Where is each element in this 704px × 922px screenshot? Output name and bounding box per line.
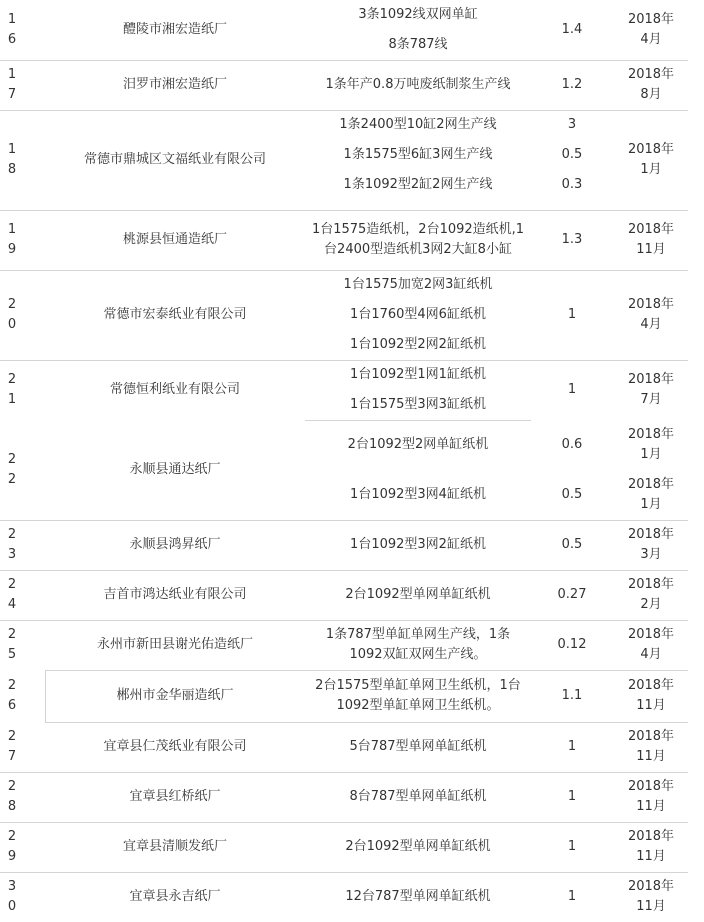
approval-date [613,520,689,570]
row-number-digits [8,370,16,410]
row-number-digit: 9 [7,849,17,864]
capacity-value [531,110,613,140]
row-number-digits [8,727,16,767]
date-part: 2018年 [627,297,675,312]
date-part: 2018年 [627,427,675,442]
machine-line [305,470,531,520]
capacity-value [531,470,613,520]
company-name [45,210,305,270]
machine-line [305,520,531,570]
capacity-text: 3 [567,117,577,132]
company-name [45,360,305,420]
date-part: 2018年 [627,627,675,642]
capacity-text: 1 [567,789,577,804]
row-number-digit: 6 [7,32,17,47]
approval-date [613,620,689,670]
date-part: 7月 [640,392,662,407]
date-part: 4月 [640,32,662,47]
company-name [45,520,305,570]
capacity-text: 1.1 [561,688,583,703]
capacity-text: 0.5 [561,537,583,552]
capacity-value [531,420,613,470]
approval-date [613,772,689,822]
row-divider [0,620,688,621]
date-part: 11月 [636,242,666,257]
row-number-digit: 7 [7,749,17,764]
approval-date [613,0,689,60]
company-name [45,772,305,822]
machine-text: 1条1092型2缸2网生产线 [343,177,493,192]
capacity-value [531,772,613,822]
capacity-text: 1 [567,839,577,854]
date-part: 1月 [640,447,662,462]
date-part: 11月 [636,698,666,713]
capacity-value [531,620,613,670]
date-part: 11月 [636,749,666,764]
row-divider [0,872,688,873]
machine-line [305,140,531,170]
date-part: 2018年 [627,829,675,844]
machine-text: 1条年产0.8万吨废纸制浆生产线 [325,77,511,92]
date-part: 3月 [640,547,662,562]
capacity-text: 0.5 [561,147,583,162]
company-label: 常德市鼎城区文福纸业有限公司 [83,152,266,167]
machine-line [305,670,531,722]
machine-text: 1条2400型10缸2网生产线 [339,117,497,132]
row-number-digit: 2 [7,577,17,592]
row-divider [45,670,688,671]
capacity-value [531,670,613,722]
company-name [45,822,305,872]
date-part: 1月 [640,497,662,512]
row-divider [0,110,688,111]
approval-date [613,360,689,420]
row-number [1,520,23,570]
row-divider [0,520,688,521]
date-part: 2018年 [627,678,675,693]
company-name [45,570,305,620]
capacity-value [531,822,613,872]
machine-text: 2台1575型单缸单网卫生纸机，1台1092型单缸单网卫生纸机。 [315,678,521,713]
capacity-value [531,170,613,200]
approval-date [613,722,689,772]
company-label: 汨罗市湘宏造纸厂 [122,77,227,92]
approval-date [613,670,689,722]
row-divider [0,570,688,571]
row-number [1,360,23,420]
capacity-value [531,722,613,772]
row-number-digit: 7 [7,87,17,102]
machine-text: 8条787线 [388,37,448,52]
capacity-value [531,570,613,620]
date-part: 8月 [640,87,662,102]
row-number-digit: 6 [7,698,17,713]
capacity-text: 1.3 [561,232,583,247]
date-part: 2018年 [627,879,675,894]
row-divider [305,420,531,421]
date-part: 1月 [640,162,662,177]
row-number [1,620,23,670]
machine-line [305,300,531,330]
company-name [45,620,305,670]
company-name [45,420,305,520]
company-label: 宜章县仁茂纸业有限公司 [103,739,247,754]
row-divider [0,360,688,361]
cell-border [45,670,46,722]
row-divider [0,60,688,61]
row-number [1,772,23,822]
row-number-digit: 1 [7,12,17,27]
row-number-digit: 0 [7,899,17,914]
row-number-digit: 1 [7,142,17,157]
date-part: 2018年 [627,477,675,492]
company-name [45,60,305,110]
row-number-digit: 4 [7,597,17,612]
machine-line [305,822,531,872]
approval-date [613,470,689,520]
row-divider [0,270,688,271]
date-part: 11月 [636,849,666,864]
row-number-digit: 0 [7,317,17,332]
date-part: 2018年 [627,372,675,387]
row-number-digits [8,220,16,260]
company-label: 宜章县红桥纸厂 [129,789,221,804]
row-number [1,822,23,872]
capacity-text: 0.27 [557,587,587,602]
row-number-digits [8,450,16,490]
row-number-digit: 2 [7,829,17,844]
date-part: 2018年 [627,779,675,794]
row-number [1,60,23,110]
machine-line [305,170,531,200]
row-number-digits [8,525,16,565]
company-label: 永顺县鸿昇纸厂 [129,537,221,552]
machine-line [305,570,531,620]
date-part: 11月 [636,899,666,914]
row-number-digit: 8 [7,162,17,177]
company-label: 常德市宏泰纸业有限公司 [103,307,247,322]
machine-text: 1台1092型3网4缸纸机 [350,487,486,502]
date-part: 2月 [640,597,662,612]
machine-line [305,110,531,140]
date-part: 2018年 [627,67,675,82]
machine-line [305,772,531,822]
machine-text: 1条787型单缸单网生产线，1条1092双缸双网生产线。 [325,627,511,662]
row-number-digit: 1 [7,67,17,82]
machine-text: 1台1575加宽2网3缸纸机 [343,277,493,292]
row-number-digit: 2 [7,678,17,693]
company-name [45,670,305,722]
machine-line [305,722,531,772]
company-label: 桃源县恒通造纸厂 [122,232,227,247]
company-name [45,0,305,60]
machine-text: 8台787型单网单缸纸机 [349,789,487,804]
company-label: 常德恒利纸业有限公司 [109,382,240,397]
row-number-digit: 2 [7,472,17,487]
row-number [1,670,23,722]
machine-text: 2台1092型单网单缸纸机 [345,587,491,602]
row-number-digit: 3 [7,547,17,562]
machine-text: 12台787型单网单缸纸机 [345,889,491,904]
row-number-digit: 5 [7,647,17,662]
machine-line [305,30,531,60]
capacity-text: 1 [567,307,577,322]
machine-text: 5台787型单网单缸纸机 [349,739,487,754]
company-name [45,722,305,772]
row-divider [0,772,688,773]
machine-line [305,360,531,390]
approval-date [613,420,689,470]
row-number-digits [8,10,16,50]
date-part: 4月 [640,317,662,332]
company-label: 醴陵市湘宏造纸厂 [122,22,227,37]
machine-text: 1台1092型3网2缸纸机 [350,537,486,552]
company-name [45,110,305,210]
date-part: 2018年 [627,222,675,237]
row-number-digit: 1 [7,222,17,237]
machine-text: 3条1092线双网单缸 [358,7,478,22]
row-number-digits [8,777,16,817]
capacity-value [531,270,613,360]
row-number-digit: 2 [7,372,17,387]
capacity-text: 1 [567,739,577,754]
approval-date [613,210,689,270]
row-number-digit: 1 [7,392,17,407]
date-part: 2018年 [627,577,675,592]
date-part: 4月 [640,647,662,662]
capacity-text: 1.4 [561,22,583,37]
capacity-text: 0.12 [557,637,587,652]
row-divider [0,210,688,211]
date-part: 2018年 [627,729,675,744]
machine-text: 1条1575型6缸3网生产线 [343,147,493,162]
row-divider [0,822,688,823]
row-number-digits [8,65,16,105]
machine-text: 1台1575型3网3缸纸机 [350,397,486,412]
machine-text: 1台1092型2网2缸纸机 [350,337,486,352]
machine-line [305,420,531,470]
capacity-text: 0.3 [561,177,583,192]
row-number [1,722,23,772]
company-label: 永州市新田县谢光佑造纸厂 [96,637,253,652]
approval-date [613,270,689,360]
row-number [1,110,23,210]
date-part: 2018年 [627,142,675,157]
approval-date [613,570,689,620]
row-number [1,420,23,520]
machine-text: 2台1092型单网单缸纸机 [345,839,491,854]
date-part: 2018年 [627,12,675,27]
machine-line [305,872,531,922]
row-number [1,210,23,270]
row-number-digit: 2 [7,527,17,542]
approval-date [613,110,689,210]
row-number [1,570,23,620]
machine-text: 1台1575造纸机，2台1092造纸机,1台2400型造纸机3网2大缸8小缸 [311,222,525,257]
capacity-text: 0.6 [561,437,583,452]
row-number-digit: 8 [7,799,17,814]
machine-line [305,620,531,670]
capacity-value [531,520,613,570]
machine-line [305,270,531,300]
row-number-digit: 2 [7,779,17,794]
row-number [1,872,23,922]
row-number [1,270,23,360]
company-label: 永顺县通达纸厂 [129,462,221,477]
date-part: 11月 [636,799,666,814]
machine-line [305,390,531,420]
machine-text: 1台1092型1网1缸纸机 [350,367,486,382]
row-number-digits [8,140,16,180]
row-number-digits [8,295,16,335]
capacity-value [531,210,613,270]
company-label: 吉首市鸿达纸业有限公司 [103,587,247,602]
machine-text: 2台1092型2网单缸纸机 [347,437,489,452]
capacity-value [531,140,613,170]
machine-line [305,330,531,360]
row-number-digits [8,877,16,917]
row-number-digit: 3 [7,879,17,894]
row-number-digit: 2 [7,729,17,744]
machine-line [305,60,531,110]
company-label: 郴州市金华丽造纸厂 [116,688,234,703]
machine-text: 1台1760型4网6缸纸机 [350,307,486,322]
row-divider [45,722,688,723]
company-label: 宜章县清顺发纸厂 [122,839,227,854]
capacity-value [531,60,613,110]
approval-date [613,822,689,872]
row-number-digit: 2 [7,627,17,642]
row-number-digits [8,575,16,615]
row-number-digit: 9 [7,242,17,257]
row-number-digits [8,676,16,716]
capacity-text: 1 [567,889,577,904]
capacity-text: 1 [567,382,577,397]
row-number [1,0,23,60]
approval-date [613,872,689,922]
date-part: 2018年 [627,527,675,542]
capacity-value [531,872,613,922]
approval-date [613,60,689,110]
row-number-digit: 2 [7,297,17,312]
row-number-digits [8,827,16,867]
capacity-text: 1.2 [561,77,583,92]
row-number-digits [8,625,16,665]
capacity-value [531,360,613,420]
company-name [45,872,305,922]
company-name [45,270,305,360]
row-number-digit: 2 [7,452,17,467]
capacity-text: 0.5 [561,487,583,502]
capacity-value [531,0,613,60]
machine-line [305,210,531,270]
machine-line [305,0,531,30]
company-label: 宜章县永吉纸厂 [129,889,221,904]
